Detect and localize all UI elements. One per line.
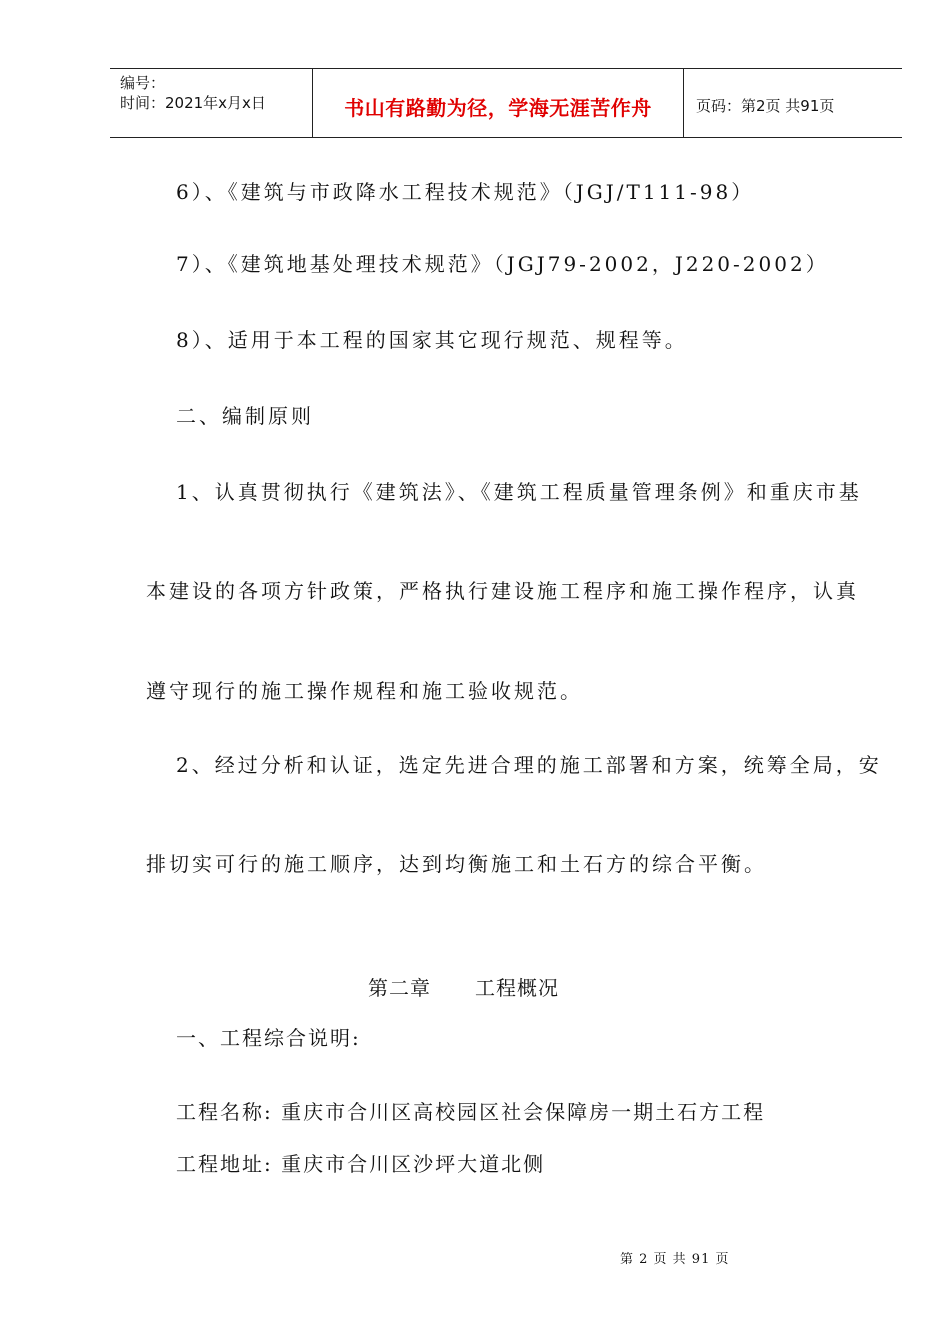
project-name-line: 工程名称: 重庆市合川区高校园区社会保障房一期土石方工程 (176, 1100, 766, 1124)
body-line: 排切实可行的施工顺序，达到均衡施工和土石方的综合平衡。 (146, 852, 767, 876)
section-heading-principles: 二、编制原则 (176, 404, 314, 428)
chapter-name: 工程概况 (475, 976, 559, 1000)
project-address-line: 工程地址: 重庆市合川区沙坪大道北侧 (176, 1152, 546, 1176)
section-heading-overview: 一、工程综合说明: (176, 1026, 361, 1050)
header-motto: 书山有路勤为径，学海无涯苦作舟 (344, 95, 652, 120)
chapter-title (368, 972, 559, 1001)
document-number-label: 编号： (120, 74, 166, 92)
header-meta-cell (110, 69, 313, 137)
body-line: 本建设的各项方针政策，严格执行建设施工程序和施工操作程序，认真 (146, 579, 859, 603)
chapter-number: 第二章 (368, 976, 431, 1000)
header-page-info: 页码：第2页 共91页 (696, 96, 835, 115)
body-line: 遵守现行的施工操作规程和施工验收规范。 (146, 679, 583, 703)
page-footer: 第 2 页 共 91 页 (620, 1252, 730, 1267)
body-line: 6）、《建筑与市政降水工程技术规范》（JGJ/T111-98） (176, 180, 755, 204)
page-header (110, 68, 902, 138)
body-line: 2、经过分析和认证，选定先进合理的施工部署和方案，统筹全局，安 (176, 753, 882, 777)
header-motto-cell (313, 69, 684, 137)
header-page-cell (684, 69, 902, 137)
body-line: 7）、《建筑地基处理技术规范》（JGJ79-2002，J220-2002） (176, 252, 829, 276)
body-line: 8）、适用于本工程的国家其它现行规范、规程等。 (176, 328, 688, 352)
document-time-label: 时间：2021年x月x日 (120, 94, 266, 112)
body-line: 1、认真贯彻执行《建筑法》、《建筑工程质量管理条例》和重庆市基 (176, 480, 862, 504)
